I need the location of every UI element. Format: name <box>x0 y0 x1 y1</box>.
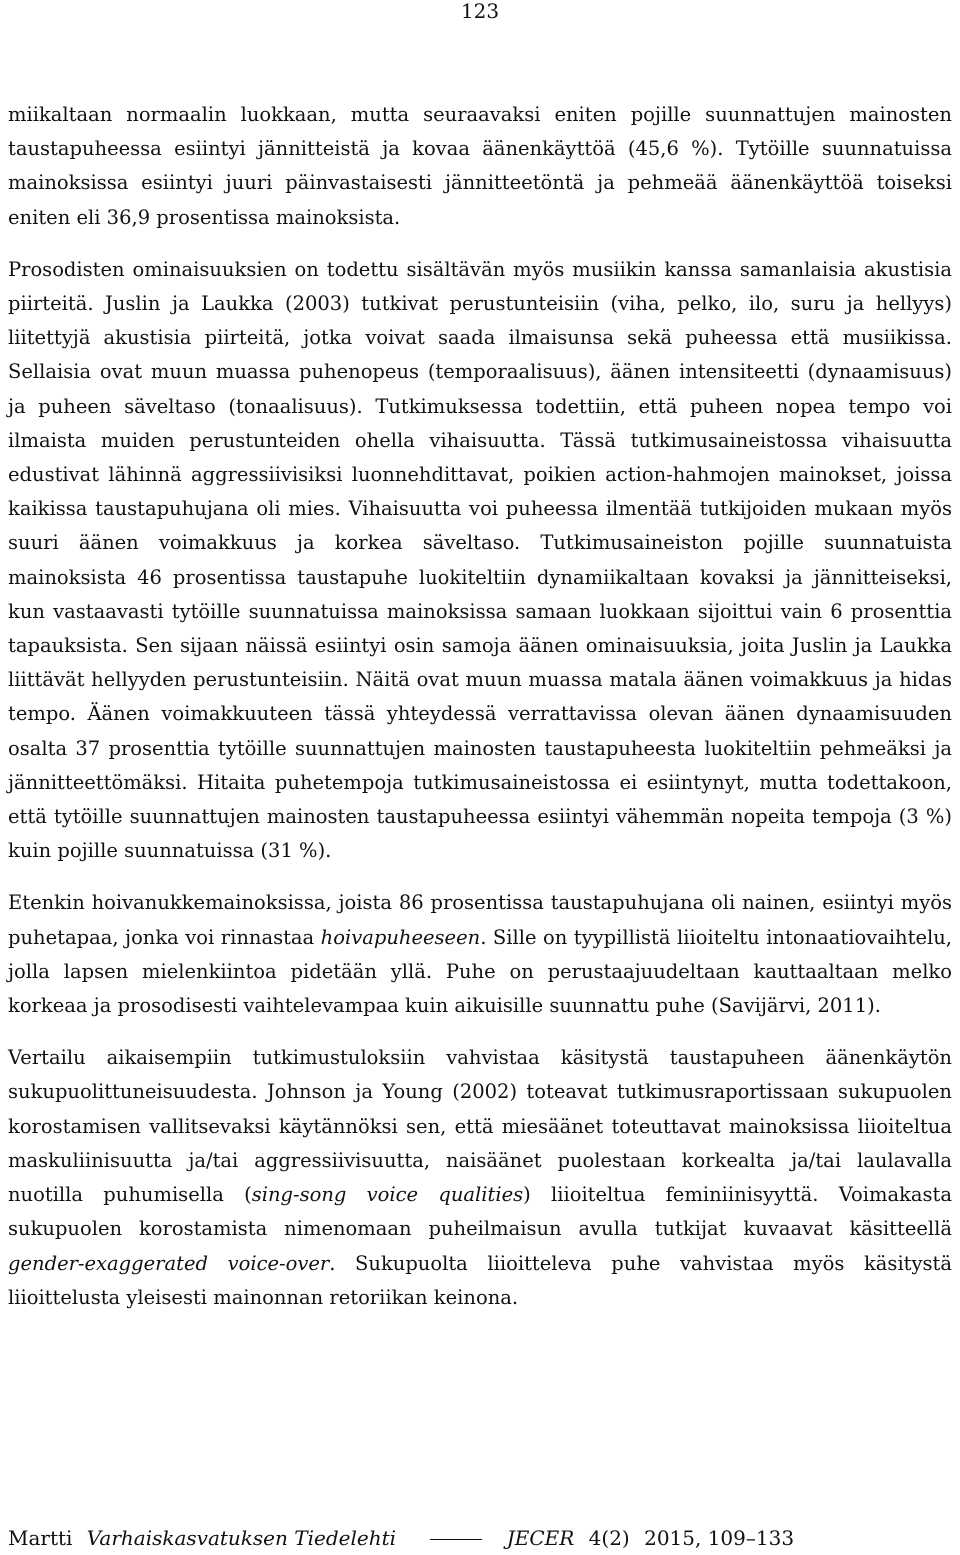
term-sing-song: sing-song voice qualities <box>251 1183 524 1207</box>
paragraph-3-text-b: . Sille on tyypillistä liioiteltu intonaatiovaihtelu, jolla lapsen mielenkiintoa pidetään yllä. Puhe on perustaajuudeltaan kauttaaltaan melko korkeaa ja prosodisesti vaihtelevampaa kuin aikuisille suunnattu puhe (Savijärvi, 2011). <box>8 925 952 1018</box>
body-text <box>8 98 952 1315</box>
paragraph-4-text-c: . Sukupuolta liioitteleva puhe vahvistaa myös käsitystä liioittelusta yleisesti mainonnan retoriikan keinona. <box>8 1251 952 1309</box>
footer-issue: 4(2) <box>588 1526 630 1550</box>
footer-author: Martti <box>8 1526 73 1550</box>
term-gender-exaggerated: gender-exaggerated voice-over <box>8 1251 330 1275</box>
page-number: 123 <box>460 0 500 23</box>
footer-journal: Varhaiskasvatuksen Tiedelehti <box>86 1526 397 1550</box>
footer-dash <box>430 1539 482 1540</box>
term-hoivapuhe: hoivapuheeseen <box>320 925 481 949</box>
page-footer <box>8 1523 952 1553</box>
paragraph-4 <box>8 1041 952 1315</box>
paragraph-4-text-a: Vertailu aikaisempiin tutkimustuloksiin vahvistaa käsitystä taustapuheen äänenkäytön sukupuolittuneisuudesta. Johnson ja Young (2002) toteavat tutkimusraportissaan sukupuolen korostamisen vallitsevaksi käytännöksi sen, että miesäänet toteuttavat mainoksissa liioiteltua maskuliinisuutta ja/tai aggressiivisuutta, naisäänet puolestaan korkealta ja/tai laulavalla nuotilla puhumisella ( <box>8 1046 952 1207</box>
footer-journal-abbr: JECER <box>506 1526 575 1550</box>
paragraph-4-text-b: ) liioiteltua feminiinisyyttä. Voimakasta sukupuolen korostamista nimenomaan puheilmaisun avulla tutkijat kuvaavat käsitteellä <box>8 1183 952 1241</box>
paragraph-2: Prosodisten ominaisuuksien on todettu sisältävän myös musiikin kanssa samanlaisia akustisia piirteitä. Juslin ja Laukka (2003) tutkivat perustunteisiin (viha, pelko, ilo, suru ja hellyys) liitettyjä akustisia piirteitä, jotka voivat saada ilmaisunsa sekä puheessa että musiikissa. Sellaisia ovat muun muassa puhenopeus (temporaalisuus), äänen intensiteetti (dynaamisuus) ja puheen säveltaso (tonaalisuus). Tutkimuksessa todettiin, että puheen nopea tempo voi ilmaista muiden perustunteiden ohella vihaisuutta. Tässä tutkimusaineistossa vihaisuutta edustivat lähinnä aggressiivisiksi luonnehdittavat, poikien action-hahmojen mainokset, joissa kaikissa taustapuhujana oli mies. Vihaisuutta voi puheessa ilmentää tutkijoiden mukaan myös suuri äänen voimakkuus ja korkea säveltaso. Tutkimusaineiston pojille suunnatuista mainoksista 46 prosentissa taustapuhe luokiteltiin dynamiikaltaan kovaksi ja jännitteiseksi, kun vastaavasti tytöille suunnatuissa mainoksissa samaan luokkaan sijoittui vain 6 prosenttia tapauksista. Sen sijaan näissä esiintyi osin samoja äänen ominaisuuksia, joita Juslin ja Laukka liittävät hellyyden perustunteisiin. Näitä ovat muun muassa matala äänen voimakkuus ja hidas tempo. Äänen voimakkuuteen tässä yhteydessä verrattavissa olevan äänen dynaamisuuden osalta 37 prosenttia tytöille suunnattujen mainosten taustapuheesta luokiteltiin pehmeäksi ja jännitteettömäksi. Hitaita puhetempoja tutkimusaineistossa ei esiintynyt, mutta todettakoon, että tytöille suunnattujen mainosten taustapuheessa esiintyi vähemmän nopeita tempoja (3 %) kuin pojille suunnatuissa (31 %). <box>8 257 952 863</box>
paragraph-3 <box>8 886 952 1023</box>
paragraph-1: miikaltaan normaalin luokkaan, mutta seuraavaksi eniten pojille suunnattujen mainosten taustapuheessa esiintyi jännitteistä ja kovaa äänenkäyttöä (45,6 %). Tytöille suunnatuissa mainoksissa esiintyi juuri päinvastaisesti jännitteetöntä ja pehmeää äänenkäyttöä toiseksi eniten eli 36,9 prosentissa mainoksista. <box>8 103 952 229</box>
paragraph-3-text-a: Etenkin hoivanukkemainoksissa, joista 86 prosentissa taustapuhujana oli nainen, esiintyi myös puhetapaa, jonka voi rinnastaa <box>8 891 952 949</box>
footer-year-pages: 2015, 109–133 <box>644 1526 795 1550</box>
